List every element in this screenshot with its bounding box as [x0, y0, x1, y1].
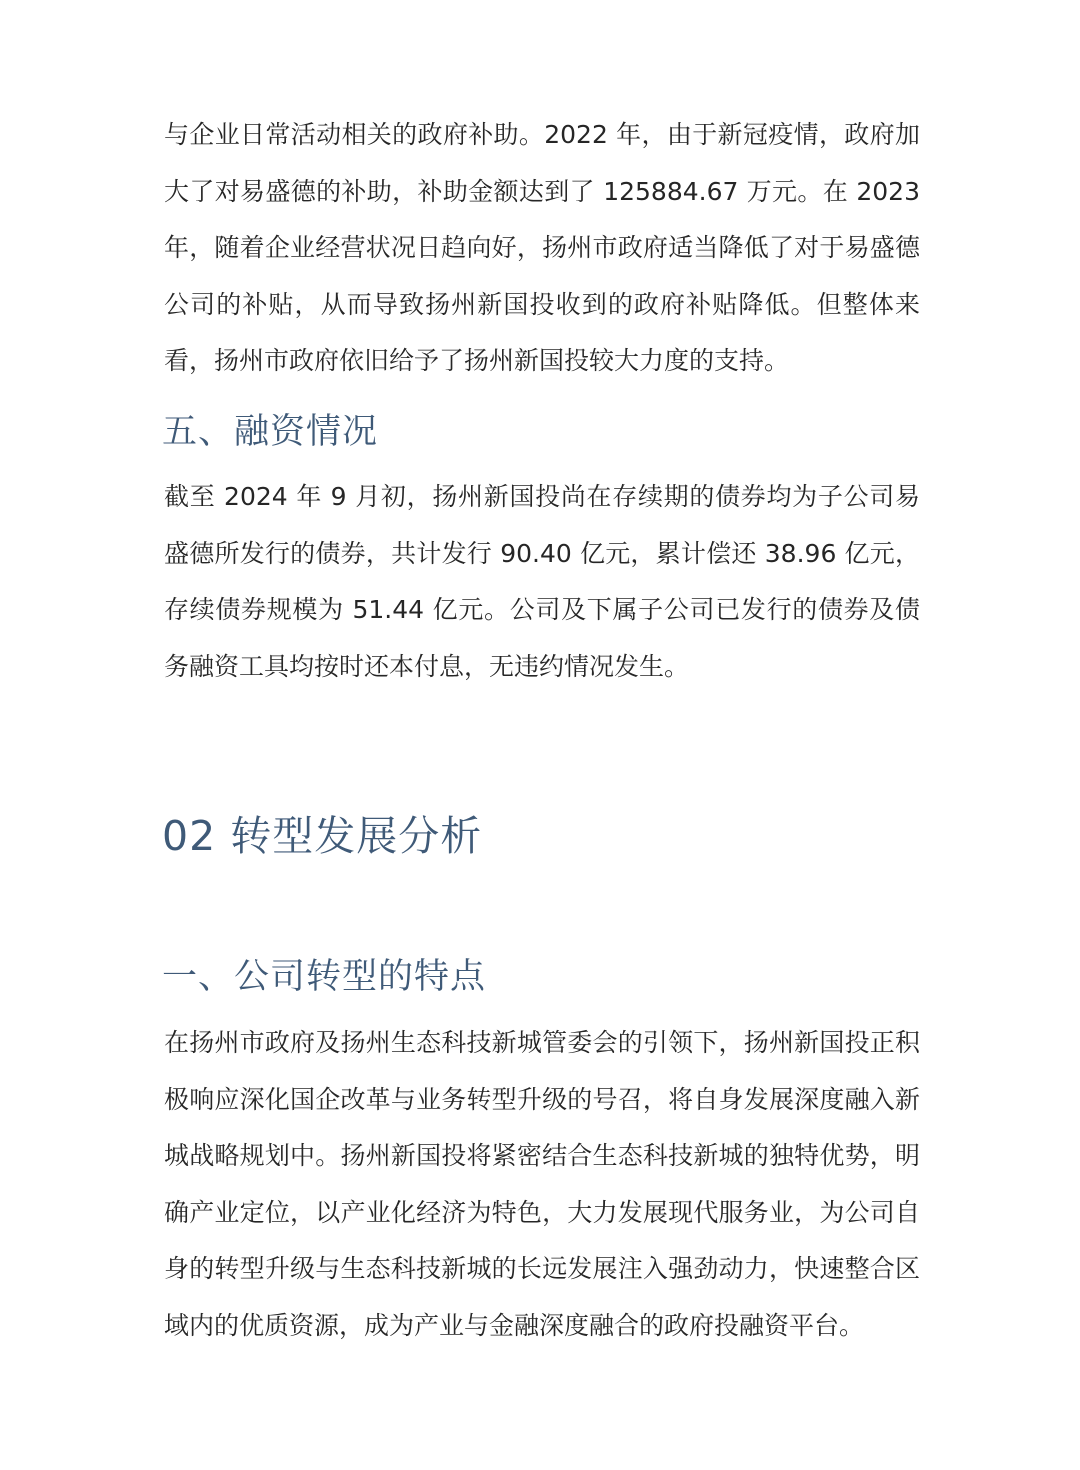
financing-paragraph: 截至 2024 年 9 月初，扬州新国投尚在存续期的债券均为子公司易盛德所发行的债券，共计发行 90.40 亿元，累计偿还 38.96 亿元，存续债券规模为 51.44 亿元。公司及下属子公司已发行的债券及债务融资工具均按时还本付息，无违约情况发生。 [164, 482, 920, 681]
financing-section-heading: 五、融资情况 [162, 412, 379, 452]
chapter-heading: 02 转型发展分析 [162, 812, 483, 860]
government-subsidy-paragraph: 与企业日常活动相关的政府补助。2022 年，由于新冠疫情，政府加大了对易盛德的补助，补助金额达到了 125884.67 万元。在 2023 年，随着企业经营状况日趋向好，扬州市政府适当降低了对于易盛德公司的补贴，从而导致扬州新国投收到的政府补贴降低。但整体来看，扬州市政府依旧给予了扬州新国投较大力度的支持。 [164, 120, 920, 375]
transformation-features-heading: 一、公司转型的特点 [162, 957, 487, 997]
transformation-paragraph: 在扬州市政府及扬州生态科技新城管委会的引领下，扬州新国投正积极响应深化国企改革与业务转型升级的号召，将自身发展深度融入新城战略规划中。扬州新国投将紧密结合生态科技新城的独特优势，明确产业定位，以产业化经济为特色，大力发展现代服务业，为公司自身的转型升级与生态科技新城的长远发展注入强劲动力，快速整合区域内的优质资源，成为产业与金融深度融合的政府投融资平台。 [164, 1028, 920, 1340]
